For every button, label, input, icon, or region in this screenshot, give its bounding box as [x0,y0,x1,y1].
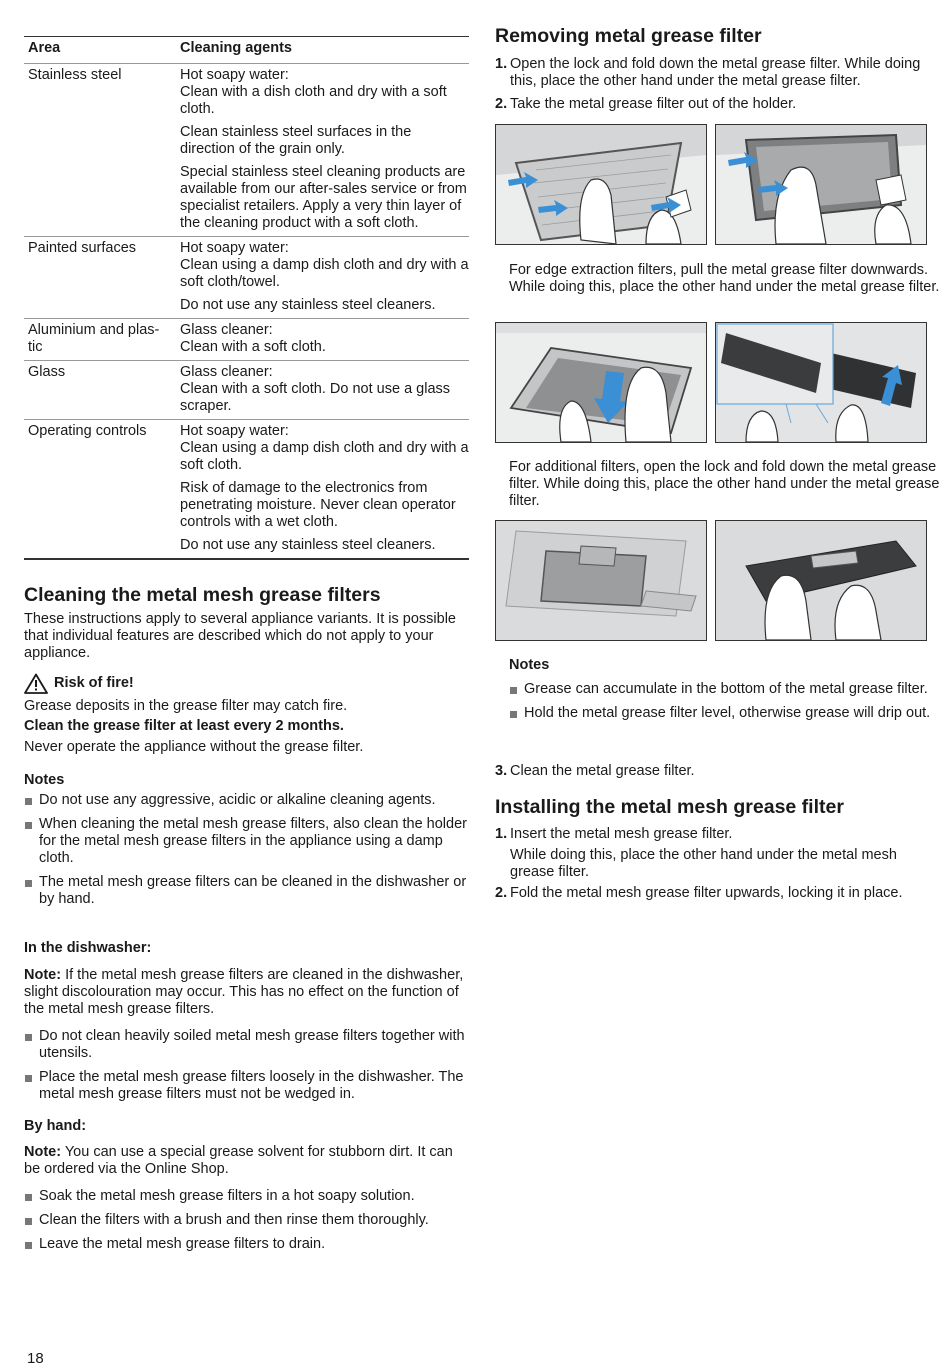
agents-cell [176,237,469,319]
step-number: 2. [495,96,508,112]
agent-text: Risk of damage to the electronics from penetrating moisture. Never clean operator controls with a wet cloth. [180,480,456,530]
dishwasher-list [24,1028,469,1110]
list-item: Do not clean heavily soiled metal mesh grease filters together with utensils. [24,1028,469,1062]
illustration-additional-filter-closed [495,520,707,641]
list-item: Soak the metal mesh grease filters in a hot soapy solution. [24,1188,469,1205]
illustration-edge-filter-pull [495,322,707,443]
agent-text: Do not use any stainless steel cleaners. [180,297,436,313]
agents-cell [176,420,469,560]
area-cell: Stainless steel [24,64,176,237]
note-label: Note: [24,1144,62,1160]
fire-warning-heading [24,673,469,694]
agent-text: Hot soapy water: Clean with a dish cloth and dry with a soft cloth. [180,67,447,117]
warning-bold-text: Clean the grease filter at least every 2 months. [24,718,344,734]
cleaning-intro: These instructions apply to several appliance variants. It is possible that individual features are described which do not apply to your appliance. [24,611,456,661]
hand-list [24,1188,469,1260]
list-item: Grease can accumulate in the bottom of the metal grease filter. [509,681,940,698]
step-text: Insert the metal mesh grease filter. [510,826,733,842]
removing-heading: Removing metal grease filter [495,25,762,47]
agent-text: Special stainless steel cleaning products are available from our after-sales service or from specialist retailers. Apply a very thin layer of the cleaning product with a soft cloth. [180,164,467,231]
step-text: Take the metal grease filter out of the holder. [510,96,797,112]
note-text: If the metal mesh grease filters are cleaned in the dishwasher, slight discolouration may occur. This has no effect on the function of the metal mesh grease filters. [24,967,464,1017]
dishwasher-title: In the dishwasher: [24,940,152,956]
hand-note [24,1144,469,1178]
step-number: 3. [495,763,508,779]
step-number: 2. [495,885,508,901]
warning-title: Risk of fire! [54,675,134,691]
header-cleaning-agents: Cleaning agents [176,37,469,64]
notes-list [24,792,469,915]
list-item: Clean the filters with a brush and then rinse them thoroughly. [24,1212,469,1229]
step-item [495,96,940,113]
warning-icon [24,673,48,694]
agents-cell [176,64,469,237]
notes-title: Notes [24,772,65,788]
agents-cell [176,361,469,420]
edge-extraction-text: For edge extraction filters, pull the metal grease filter downwards. While doing this, place the other hand under the metal grease filter. [509,262,940,295]
table-header-row [24,37,469,64]
removing-notes-title: Notes [509,657,550,673]
table-row [24,319,469,361]
agents-cell [176,319,469,361]
note-label: Note: [24,967,62,983]
list-item: Do not use any aggressive, acidic or alkaline cleaning agents. [24,792,469,809]
warning-after-text: Never operate the appliance without the grease filter. [24,739,364,755]
list-item: The metal mesh grease filters can be cleaned in the dishwasher or by hand. [24,874,469,908]
step-item [495,763,940,780]
step-item [495,826,940,881]
list-item: Leave the metal mesh grease filters to drain. [24,1236,469,1253]
illustration-edge-filter-remove [715,322,927,443]
cleaning-heading: Cleaning the metal mesh grease filters [24,584,381,606]
area-cell: Operating controls [24,420,176,560]
step-number: 1. [495,826,508,842]
hand-title: By hand: [24,1118,87,1134]
step-text: Fold the metal mesh grease filter upwards, locking it in place. [510,885,903,901]
cleaning-agents-table [24,36,469,560]
table-row [24,420,469,560]
installing-steps [495,826,940,908]
dishwasher-note [24,967,469,1018]
agent-text: Hot soapy water: Clean using a damp dish cloth and dry with a soft cloth/towel. [180,240,469,290]
area-cell: Glass [24,361,176,420]
step-text: Clean the metal grease filter. [510,763,695,779]
step-item [495,885,940,902]
note-text: You can use a special grease solvent for stubborn dirt. It can be ordered via the Online Shop. [24,1144,453,1177]
agent-text: Glass cleaner: Clean with a soft cloth. Do not use a glass scraper. [180,364,451,414]
step-text: Open the lock and fold down the metal grease filter. While doing this, place the other hand under the metal grease filter. [510,56,921,89]
additional-filters-text: For additional filters, open the lock and fold down the metal grease filter. While doing this, place the other hand under the metal grease filter. [509,459,940,509]
step-number: 1. [495,56,508,72]
illustration-remove-filter [715,124,927,245]
area-cell: Painted surfaces [24,237,176,319]
installing-heading: Installing the metal mesh grease filter [495,796,844,818]
agent-text: Do not use any stainless steel cleaners. [180,537,436,553]
list-item: Hold the metal grease filter level, otherwise grease will drip out. [509,705,940,722]
agent-text: Glass cleaner: Clean with a soft cloth. [180,322,326,355]
illustration-additional-filter-open [715,520,927,641]
area-cell: Aluminium and plas- tic [24,319,176,361]
table-row [24,237,469,319]
page-number: 18 [27,1350,44,1367]
illustration-fold-down-filter [495,124,707,245]
step-item [495,56,940,90]
removing-step-3 [495,763,940,786]
removing-steps [495,56,940,119]
list-item: When cleaning the metal mesh grease filters, also clean the holder for the metal mesh grease filters in the appliance using a damp cloth. [24,816,469,867]
table-row [24,361,469,420]
agent-text: Clean stainless steel surfaces in the direction of the grain only. [180,124,412,157]
step-detail: While doing this, place the other hand under the metal mesh grease filter. [510,847,897,880]
table-row [24,64,469,237]
agent-text: Hot soapy water: Clean using a damp dish cloth and dry with a soft cloth. [180,423,469,473]
removing-notes-list [509,681,940,729]
warning-text: Grease deposits in the grease filter may catch fire. [24,698,348,714]
list-item: Place the metal mesh grease filters loosely in the dishwasher. The metal mesh grease filters must not be wedged in. [24,1069,469,1103]
header-area: Area [24,37,176,64]
